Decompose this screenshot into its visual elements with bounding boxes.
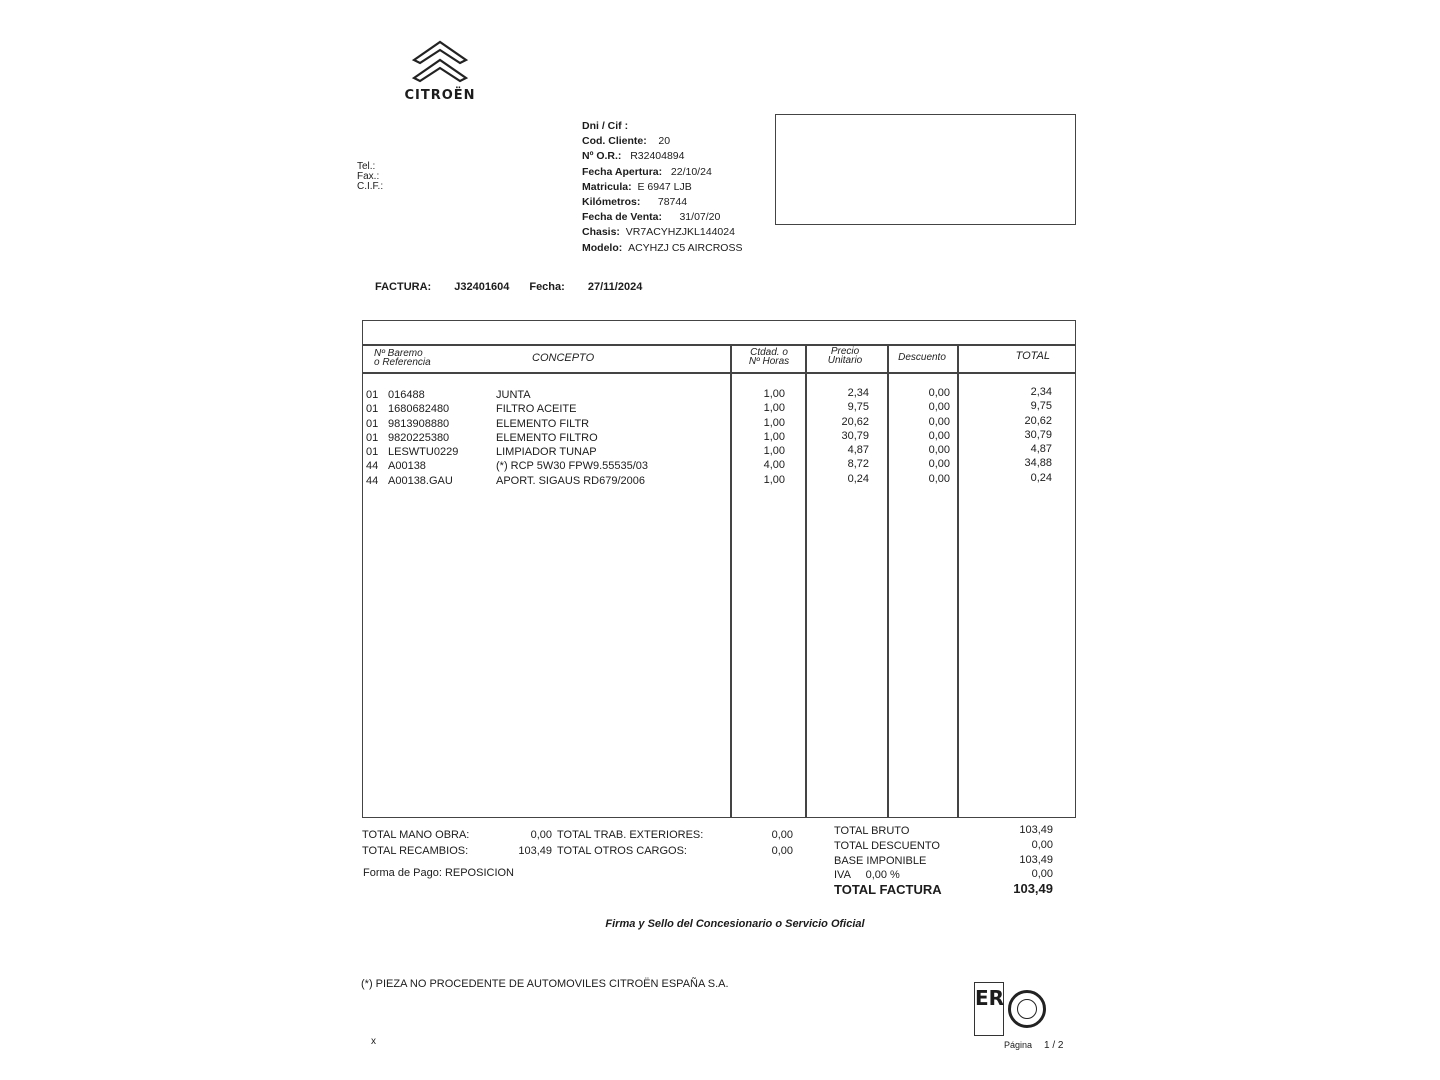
table-row-ref: A00138.GAU (388, 474, 453, 487)
total-recambios-value: 103,49 (518, 845, 552, 857)
table-row-total: 4,87 (1030, 443, 1052, 456)
header-concept: CONCEPTO (532, 352, 595, 364)
table-row-price: 30,79 (841, 429, 869, 442)
total-mano-obra-value: 0,00 (530, 829, 552, 841)
certification-badge (974, 982, 1004, 1036)
table-row-total: 0,24 (1030, 471, 1052, 484)
page-number: Página 1 / 2 (1004, 1040, 1064, 1051)
meta-row: Nº O.R.: R32404894 (582, 150, 685, 163)
table-row-ref: 9813908880 (388, 417, 450, 430)
citroen-chevrons-icon (410, 36, 470, 86)
table-row-ref: LESWTU0229 (388, 446, 459, 459)
total-otros-cargos-label: TOTAL OTROS CARGOS: (557, 845, 687, 857)
table-row-discount: 0,00 (928, 387, 950, 399)
table-row-concept: ELEMENTO FILTR (496, 417, 590, 430)
col-refs (388, 388, 458, 488)
table-row-ref: A00138 (388, 460, 426, 473)
seal-center-icon (1017, 999, 1037, 1019)
fax-label: Fax.: (357, 171, 380, 182)
table-row-price: 4,87 (847, 444, 869, 457)
header-total: TOTAL (1015, 350, 1050, 362)
total-mano-obra-label: TOTAL MANO OBRA: (362, 829, 470, 841)
table-row-discount: 0,00 (928, 429, 950, 442)
table-row-total: 30,79 (1024, 428, 1052, 441)
total-trab-exteriores-value: 0,00 (771, 829, 793, 841)
invoice-header (375, 281, 642, 293)
header-discount: Descuento (898, 352, 946, 363)
summary-values (990, 823, 1053, 882)
col-price (820, 386, 869, 486)
table-row-concept: ELEMENTO FILTRO (496, 431, 598, 444)
table-row-concept: JUNTA (496, 389, 531, 401)
signature-caption: Firma y Sello del Concesionario o Servicio Oficial (605, 918, 865, 930)
table-row-discount: 0,00 (928, 444, 950, 457)
table-row-qty: 1,00 (763, 402, 785, 415)
table-row-concept: LIMPIADOR TUNAP (496, 446, 597, 459)
table-row-ref: 1680682480 (388, 403, 450, 416)
table-row-qty: 1,00 (763, 445, 785, 458)
table-row-discount: 0,00 (928, 458, 950, 471)
table-row-code: 01 (366, 446, 379, 459)
table-row-price: 9,75 (847, 401, 869, 414)
table-row-total: 20,62 (1024, 414, 1052, 427)
total-factura-value: 103,49 (1013, 881, 1053, 896)
table-row-qty: 1,00 (763, 430, 785, 443)
total-bruto-label: TOTAL BRUTO (834, 825, 910, 837)
table-row-concept: FILTRO ACEITE (496, 403, 577, 416)
total-bruto-value: 103,49 (1019, 824, 1053, 836)
column-divider (730, 345, 732, 817)
table-row-ref: 016488 (388, 389, 425, 401)
meta-row: Dni / Cif : (582, 120, 629, 132)
meta-row: Cod. Cliente: 20 (582, 135, 671, 148)
table-row-qty: 1,00 (763, 473, 785, 486)
meta-row: Kilómetros: 78744 (582, 196, 688, 209)
table-row-total: 9,75 (1030, 400, 1052, 413)
header-ref: Nº Baremo o Referencia (374, 348, 431, 368)
factura: FACTURA: J32401604 (375, 281, 510, 293)
table-row-code: 01 (366, 403, 379, 416)
table-row-discount: 0,00 (928, 401, 950, 414)
table-row-code: 01 (366, 389, 379, 401)
brand-name: CITROËN (404, 88, 476, 103)
total-otros-cargos-value: 0,00 (771, 845, 793, 857)
meta-row: Modelo: ACYHZJ C5 AIRCROSS (582, 241, 743, 254)
table-row-discount: 0,00 (928, 415, 950, 428)
table-row-concept: (*) RCP 5W30 FPW9.55535/03 (496, 460, 649, 473)
total-recambios-label: TOTAL RECAMBIOS: (362, 845, 469, 857)
tel-label: Tel.: (357, 161, 376, 172)
table-row-code: 44 (366, 474, 379, 487)
column-divider (957, 345, 959, 817)
base-imponible-label: BASE IMPONIBLE (834, 854, 927, 867)
certification-letters: ER (975, 986, 1005, 1010)
table-row-price: 2,34 (847, 387, 869, 399)
cif-label: C.I.F.: (357, 181, 384, 192)
col-total (990, 385, 1052, 485)
fecha: Fecha: 27/11/2024 (529, 281, 643, 293)
total-descuento-label: TOTAL DESCUENTO (834, 839, 940, 852)
meta-row: Fecha Apertura: 22/10/24 (582, 165, 712, 178)
table-row-code: 44 (366, 460, 379, 473)
total-trab-exteriores-label: TOTAL TRAB. EXTERIORES: (557, 829, 704, 841)
table-row-total: 34,88 (1024, 457, 1052, 470)
items-table (362, 320, 1076, 818)
address-box (775, 114, 1076, 225)
footnote: (*) PIEZA NO PROCEDENTE DE AUTOMOVILES CITROËN ESPAÑA S.A. (361, 978, 729, 990)
table-row-total: 2,34 (1030, 386, 1052, 398)
meta-row: Chasis: VR7ACYHZJKL144024 (582, 226, 735, 239)
col-concepts (496, 388, 648, 488)
order-metadata (582, 119, 742, 256)
table-row-ref: 9820225380 (388, 431, 450, 444)
table-row-qty: 1,00 (763, 416, 785, 429)
col-codes (366, 388, 378, 488)
summary-labels (834, 824, 940, 883)
header-qty: Ctdad. o Nº Horas (748, 347, 790, 367)
meta-row: Fecha de Venta: 31/07/20 (582, 211, 721, 224)
base-imponible-value: 103,49 (1019, 853, 1053, 866)
table-row-qty: 1,00 (763, 388, 785, 400)
table-row-code: 01 (366, 417, 379, 430)
col-qty (740, 387, 785, 487)
brand-logo (392, 36, 488, 106)
column-divider (887, 345, 889, 817)
iva-label: IVA 0,00 % (834, 869, 900, 882)
total-descuento-value: 0,00 (1031, 838, 1053, 851)
table-row-price: 20,62 (841, 415, 869, 428)
payment-method: Forma de Pago: REPOSICION (363, 867, 515, 879)
total-factura-label: TOTAL FACTURA (834, 882, 942, 897)
table-row-discount: 0,00 (928, 472, 950, 485)
dealer-contact (357, 162, 383, 192)
header-price: Precio Unitario (827, 346, 863, 366)
col-discount (905, 386, 950, 486)
table-row-qty: 4,00 (763, 459, 785, 472)
table-header-top-rule (363, 344, 1075, 346)
table-row-concept: APORT. SIGAUS RD679/2006 (496, 474, 645, 487)
table-row-code: 01 (366, 431, 379, 444)
table-row-price: 8,72 (847, 458, 869, 471)
meta-row: Matricula: E 6947 LJB (582, 180, 692, 193)
table-header-bottom-rule (363, 372, 1075, 374)
margin-mark: x (371, 1036, 376, 1047)
quality-seal-icon (1008, 990, 1046, 1028)
table-row-price: 0,24 (847, 472, 869, 485)
iva-value: 0,00 (1031, 868, 1053, 881)
column-divider (805, 345, 807, 817)
